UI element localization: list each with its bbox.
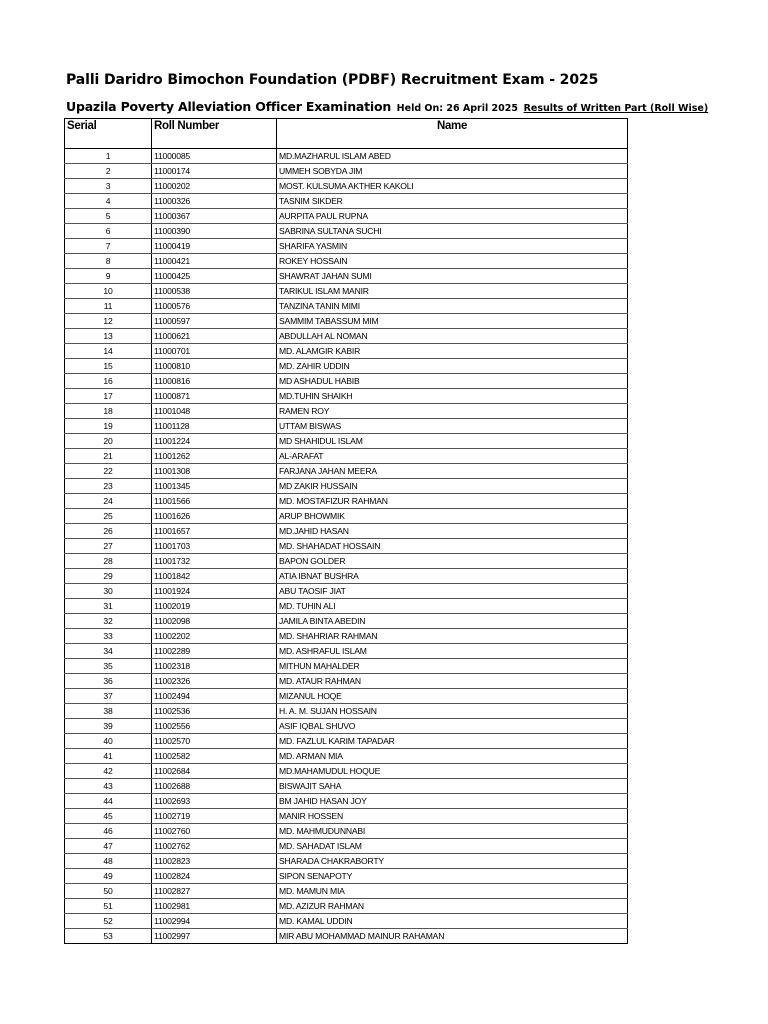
name-cell: MITHUN MAHALDER — [277, 659, 628, 674]
serial-cell: 52 — [65, 914, 152, 929]
name-cell: MD SHAHIDUL ISLAM — [277, 434, 628, 449]
roll-number-cell: 11001566 — [152, 494, 277, 509]
name-cell: JAMILA BINTA ABEDIN — [277, 614, 628, 629]
serial-cell: 6 — [65, 224, 152, 239]
table-row — [65, 494, 628, 509]
roll-number-cell: 11000085 — [152, 149, 277, 164]
serial-cell: 5 — [65, 209, 152, 224]
roll-number-cell: 11000174 — [152, 164, 277, 179]
roll-number-cell: 11002981 — [152, 899, 277, 914]
serial-cell: 35 — [65, 659, 152, 674]
roll-number-cell: 11002688 — [152, 779, 277, 794]
table-row — [65, 734, 628, 749]
held-on-date: Held On: 26 April 2025 — [396, 103, 519, 114]
name-cell: MD.MAHAMUDUL HOQUE — [277, 764, 628, 779]
serial-cell: 23 — [65, 479, 152, 494]
serial-cell: 28 — [65, 554, 152, 569]
name-cell: MD. FAZLUL KARIM TAPADAR — [277, 734, 628, 749]
table-row — [65, 359, 628, 374]
name-cell: MD. KAMAL UDDIN — [277, 914, 628, 929]
table-row — [65, 464, 628, 479]
serial-cell: 8 — [65, 254, 152, 269]
name-cell: AL-ARAFAT — [277, 449, 628, 464]
table-row — [65, 194, 628, 209]
roll-number-cell: 11002693 — [152, 794, 277, 809]
roll-number-cell: 11000326 — [152, 194, 277, 209]
name-cell: MD. ARMAN MIA — [277, 749, 628, 764]
roll-number-cell: 11001657 — [152, 524, 277, 539]
table-row — [65, 164, 628, 179]
table-row — [65, 419, 628, 434]
table-row — [65, 524, 628, 539]
serial-cell: 38 — [65, 704, 152, 719]
roll-number-cell: 11002570 — [152, 734, 277, 749]
name-cell: ARUP BHOWMIK — [277, 509, 628, 524]
table-row — [65, 644, 628, 659]
roll-number-cell: 11000421 — [152, 254, 277, 269]
table-row — [65, 389, 628, 404]
name-cell: MD. SHAHADAT HOSSAIN — [277, 539, 628, 554]
table-row — [65, 269, 628, 284]
name-cell: MIR ABU MOHAMMAD MAINUR RAHAMAN — [277, 929, 628, 944]
serial-cell: 15 — [65, 359, 152, 374]
roll-number-cell: 11002536 — [152, 704, 277, 719]
serial-cell: 9 — [65, 269, 152, 284]
roll-number-cell: 11000390 — [152, 224, 277, 239]
name-cell: MD.JAHID HASAN — [277, 524, 628, 539]
roll-number-cell: 11002994 — [152, 914, 277, 929]
serial-cell: 24 — [65, 494, 152, 509]
serial-cell: 27 — [65, 539, 152, 554]
name-cell: SHARIFA YASMIN — [277, 239, 628, 254]
roll-number-cell: 11000538 — [152, 284, 277, 299]
name-cell: MOST. KULSUMA AKTHER KAKOLI — [277, 179, 628, 194]
table-row — [65, 749, 628, 764]
roll-number-cell: 11000419 — [152, 239, 277, 254]
roll-number-cell: 11000621 — [152, 329, 277, 344]
roll-number-cell: 11002202 — [152, 629, 277, 644]
name-cell: FARJANA JAHAN MEERA — [277, 464, 628, 479]
table-row — [65, 704, 628, 719]
roll-number-cell: 11000597 — [152, 314, 277, 329]
name-cell: MD. TUHIN ALI — [277, 599, 628, 614]
table-row — [65, 209, 628, 224]
table-row — [65, 254, 628, 269]
serial-cell: 45 — [65, 809, 152, 824]
name-cell: ABDULLAH AL NOMAN — [277, 329, 628, 344]
roll-number-cell: 11002684 — [152, 764, 277, 779]
name-cell: MD.TUHIN SHAIKH — [277, 389, 628, 404]
roll-number-cell: 11002827 — [152, 884, 277, 899]
roll-number-cell: 11000701 — [152, 344, 277, 359]
roll-number-cell: 11002098 — [152, 614, 277, 629]
table-body — [65, 149, 628, 944]
roll-number-cell: 11001048 — [152, 404, 277, 419]
table-row — [65, 404, 628, 419]
table-row — [65, 224, 628, 239]
name-cell: MD. MAMUN MIA — [277, 884, 628, 899]
roll-number-cell: 11000871 — [152, 389, 277, 404]
table-row — [65, 284, 628, 299]
table-row — [65, 629, 628, 644]
serial-cell: 40 — [65, 734, 152, 749]
table-row — [65, 839, 628, 854]
serial-cell: 21 — [65, 449, 152, 464]
name-cell: SAMMIM TABASSUM MIM — [277, 314, 628, 329]
name-cell: MD. AZIZUR RAHMAN — [277, 899, 628, 914]
name-cell: SIPON SENAPOTY — [277, 869, 628, 884]
roll-number-cell: 11002019 — [152, 599, 277, 614]
serial-cell: 36 — [65, 674, 152, 689]
results-heading: Results of Written Part (Roll Wise) — [523, 103, 709, 114]
table-row — [65, 719, 628, 734]
name-cell: ASIF IQBAL SHUVO — [277, 719, 628, 734]
table-row — [65, 659, 628, 674]
table-row — [65, 614, 628, 629]
exam-name: Upazila Poverty Alleviation Officer Examination — [66, 99, 392, 114]
table-row — [65, 854, 628, 869]
serial-cell: 14 — [65, 344, 152, 359]
table-row — [65, 824, 628, 839]
table-row — [65, 809, 628, 824]
table-row — [65, 569, 628, 584]
serial-cell: 33 — [65, 629, 152, 644]
document-subtitle — [66, 96, 708, 115]
roll-number-cell: 11001924 — [152, 584, 277, 599]
roll-number-cell: 11002326 — [152, 674, 277, 689]
table-row — [65, 884, 628, 899]
roll-number-cell: 11002760 — [152, 824, 277, 839]
name-cell: ABU TAOSIF JIAT — [277, 584, 628, 599]
roll-number-cell: 11002997 — [152, 929, 277, 944]
serial-cell: 32 — [65, 614, 152, 629]
serial-cell: 12 — [65, 314, 152, 329]
table-row — [65, 299, 628, 314]
table-row — [65, 434, 628, 449]
serial-cell: 2 — [65, 164, 152, 179]
name-cell: MD. ATAUR RAHMAN — [277, 674, 628, 689]
serial-cell: 26 — [65, 524, 152, 539]
serial-cell: 41 — [65, 749, 152, 764]
name-cell: MD ASHADUL HABIB — [277, 374, 628, 389]
table-row — [65, 239, 628, 254]
roll-number-cell: 11001732 — [152, 554, 277, 569]
serial-cell: 47 — [65, 839, 152, 854]
column-header-roll-number: Roll Number — [152, 119, 277, 149]
table-row — [65, 689, 628, 704]
roll-number-cell: 11001626 — [152, 509, 277, 524]
roll-number-cell: 11000202 — [152, 179, 277, 194]
serial-cell: 22 — [65, 464, 152, 479]
name-cell: RAMEN ROY — [277, 404, 628, 419]
table-row — [65, 149, 628, 164]
table-row — [65, 179, 628, 194]
serial-cell: 37 — [65, 689, 152, 704]
name-cell: MD.MAZHARUL ISLAM ABED — [277, 149, 628, 164]
roll-number-cell: 11000576 — [152, 299, 277, 314]
serial-cell: 31 — [65, 599, 152, 614]
results-table — [64, 118, 628, 944]
table-row — [65, 764, 628, 779]
table-row — [65, 479, 628, 494]
roll-number-cell: 11001262 — [152, 449, 277, 464]
table-row — [65, 374, 628, 389]
roll-number-cell: 11000367 — [152, 209, 277, 224]
roll-number-cell: 11001842 — [152, 569, 277, 584]
serial-cell: 16 — [65, 374, 152, 389]
name-cell: MD. SHAHRIAR RAHMAN — [277, 629, 628, 644]
table-row — [65, 554, 628, 569]
roll-number-cell: 11002289 — [152, 644, 277, 659]
serial-cell: 3 — [65, 179, 152, 194]
name-cell: ATIA IBNAT BUSHRA — [277, 569, 628, 584]
roll-number-cell: 11000816 — [152, 374, 277, 389]
roll-number-cell: 11002318 — [152, 659, 277, 674]
serial-cell: 44 — [65, 794, 152, 809]
serial-cell: 42 — [65, 764, 152, 779]
name-cell: MIZANUL HOQE — [277, 689, 628, 704]
serial-cell: 50 — [65, 884, 152, 899]
serial-cell: 51 — [65, 899, 152, 914]
name-cell: SABRINA SULTANA SUCHI — [277, 224, 628, 239]
serial-cell: 49 — [65, 869, 152, 884]
roll-number-cell: 11002494 — [152, 689, 277, 704]
roll-number-cell: 11002823 — [152, 854, 277, 869]
name-cell: MD. SAHADAT ISLAM — [277, 839, 628, 854]
roll-number-cell: 11001345 — [152, 479, 277, 494]
serial-cell: 43 — [65, 779, 152, 794]
serial-cell: 4 — [65, 194, 152, 209]
table-row — [65, 449, 628, 464]
name-cell: MD. ASHRAFUL ISLAM — [277, 644, 628, 659]
serial-cell: 29 — [65, 569, 152, 584]
name-cell: MD. MOSTAFIZUR RAHMAN — [277, 494, 628, 509]
serial-cell: 20 — [65, 434, 152, 449]
name-cell: TASNIM SIKDER — [277, 194, 628, 209]
document-title: Palli Daridro Bimochon Foundation (PDBF) Recruitment Exam - 2025 — [66, 72, 599, 88]
table-row — [65, 539, 628, 554]
roll-number-cell: 11002556 — [152, 719, 277, 734]
name-cell: AURPITA PAUL RUPNA — [277, 209, 628, 224]
roll-number-cell: 11002582 — [152, 749, 277, 764]
table-row — [65, 599, 628, 614]
name-cell: UMMEH SOBYDA JIM — [277, 164, 628, 179]
name-cell: MD. ZAHIR UDDIN — [277, 359, 628, 374]
name-cell: TARIKUL ISLAM MANIR — [277, 284, 628, 299]
column-header-serial: Serial — [65, 119, 152, 149]
name-cell: SHAWRAT JAHAN SUMI — [277, 269, 628, 284]
serial-cell: 25 — [65, 509, 152, 524]
name-cell: H. A. M. SUJAN HOSSAIN — [277, 704, 628, 719]
table-row — [65, 869, 628, 884]
serial-cell: 18 — [65, 404, 152, 419]
serial-cell: 13 — [65, 329, 152, 344]
roll-number-cell: 11001308 — [152, 464, 277, 479]
serial-cell: 17 — [65, 389, 152, 404]
name-cell: TANZINA TANIN MIMI — [277, 299, 628, 314]
roll-number-cell: 11001224 — [152, 434, 277, 449]
name-cell: BAPON GOLDER — [277, 554, 628, 569]
roll-number-cell: 11002719 — [152, 809, 277, 824]
serial-cell: 1 — [65, 149, 152, 164]
table-row — [65, 674, 628, 689]
serial-cell: 30 — [65, 584, 152, 599]
roll-number-cell: 11000810 — [152, 359, 277, 374]
table-header-row — [65, 119, 628, 149]
name-cell: UTTAM BISWAS — [277, 419, 628, 434]
column-header-name: Name — [277, 119, 628, 149]
serial-cell: 19 — [65, 419, 152, 434]
table-row — [65, 344, 628, 359]
name-cell: SHARADA CHAKRABORTY — [277, 854, 628, 869]
serial-cell: 39 — [65, 719, 152, 734]
table-row — [65, 794, 628, 809]
table-row — [65, 914, 628, 929]
table-row — [65, 329, 628, 344]
name-cell: MD. MAHMUDUNNABI — [277, 824, 628, 839]
name-cell: MD ZAKIR HUSSAIN — [277, 479, 628, 494]
table-row — [65, 779, 628, 794]
table-row — [65, 899, 628, 914]
serial-cell: 48 — [65, 854, 152, 869]
name-cell: BM JAHID HASAN JOY — [277, 794, 628, 809]
name-cell: BISWAJIT SAHA — [277, 779, 628, 794]
serial-cell: 53 — [65, 929, 152, 944]
roll-number-cell: 11001703 — [152, 539, 277, 554]
serial-cell: 46 — [65, 824, 152, 839]
roll-number-cell: 11001128 — [152, 419, 277, 434]
serial-cell: 7 — [65, 239, 152, 254]
roll-number-cell: 11002762 — [152, 839, 277, 854]
table-row — [65, 509, 628, 524]
table-row — [65, 584, 628, 599]
serial-cell: 34 — [65, 644, 152, 659]
name-cell: ROKEY HOSSAIN — [277, 254, 628, 269]
serial-cell: 10 — [65, 284, 152, 299]
table-row — [65, 314, 628, 329]
roll-number-cell: 11002824 — [152, 869, 277, 884]
name-cell: MD. ALAMGIR KABIR — [277, 344, 628, 359]
table-row — [65, 929, 628, 944]
roll-number-cell: 11000425 — [152, 269, 277, 284]
name-cell: MANIR HOSSEN — [277, 809, 628, 824]
serial-cell: 11 — [65, 299, 152, 314]
